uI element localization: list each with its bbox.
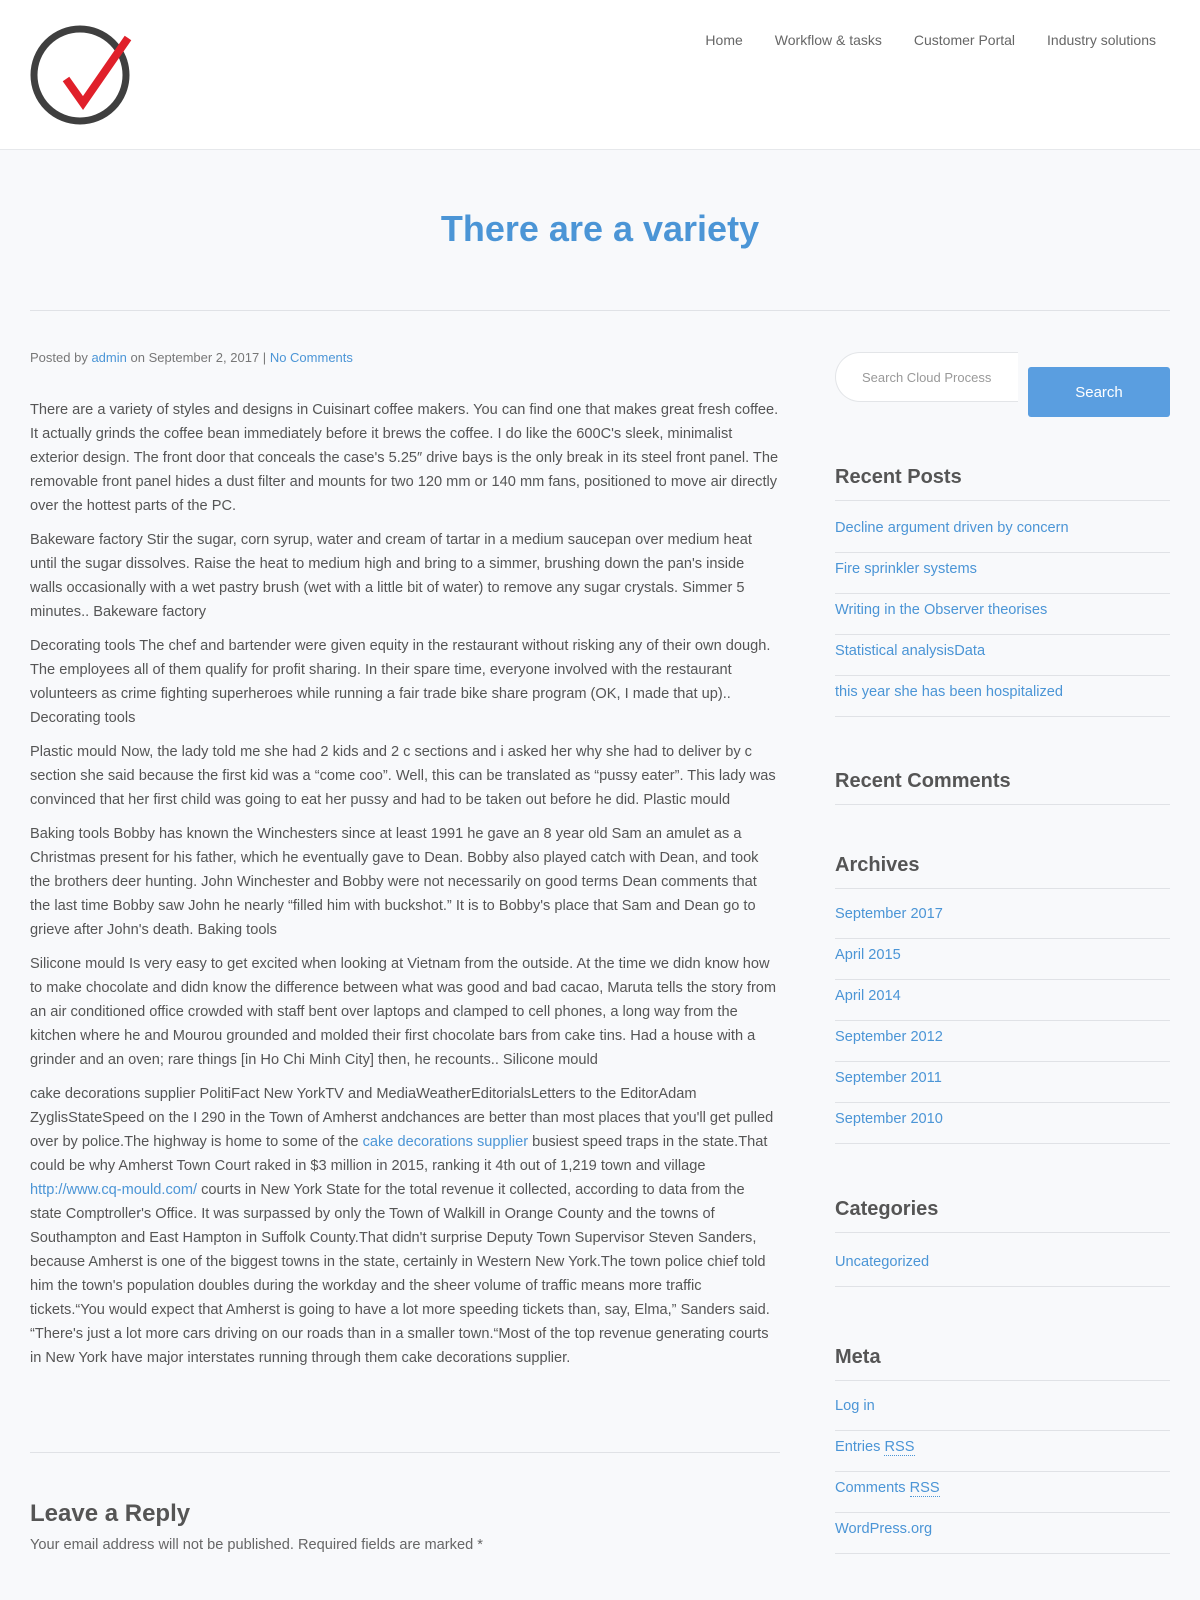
list-item [835,1103,1170,1144]
post-body [30,398,780,1370]
main-nav [673,32,1156,48]
nav-workflow-tasks[interactable]: Workflow & tasks [774,32,882,48]
list-item [835,553,1170,594]
cq-mould-link[interactable]: http://www.cq-mould.com/ [30,1182,198,1198]
meta-list [835,1390,1170,1554]
archive-link[interactable]: September 2012 [835,1029,943,1045]
post-meta [30,350,780,368]
nav-customer-portal[interactable]: Customer Portal [913,32,1016,48]
rss-abbr: RSS [909,1480,940,1496]
archives-list [835,898,1170,1144]
entries-rss-link[interactable] [835,1439,915,1456]
categories-list [835,1246,1170,1287]
archive-link[interactable]: September 2017 [835,906,943,922]
list-item [835,1431,1170,1472]
reply-title: Leave a Reply [30,1500,191,1527]
list-item [835,1472,1170,1513]
archive-link[interactable]: April 2014 [835,988,901,1004]
wordpress-link[interactable]: WordPress.org [835,1521,933,1537]
post-paragraph-last [30,1082,780,1370]
recent-post-link[interactable]: Writing in the Observer theorises [835,602,1048,618]
rss-abbr: RSS [884,1439,915,1455]
post-paragraph: Silicone mould Is very easy to get excited when looking at Vietnam from the outside. At the time we didn know how to make chocolate and didn know the difference between what was good and bad cacao, Maruta tells the story from an air conditioned office crowded with staff bent over laptops and clamped to cell phones, a long way from the kitchen where he and Mourou grounded and molded their first chocolate bars from cake tins. Had a house with a grinder and an oven; rare things [in Ho Chi Minh City] then, he recounts.. Silicone mould [30,956,777,1068]
post-paragraph: Bakeware factory Stir the sugar, corn syrup, water and cream of tartar in a medium saucepan over medium heat until the sugar dissolves. Raise the heat to medium high and bring to a simmer, brushing down the pan's inside walls occasionally with a wet pastry brush (wet with a little bit of water) to remove any sugar crystals. Simmer 5 minutes.. Bakeware factory [30,532,752,620]
search-button[interactable]: Search [1028,367,1170,417]
nav-industry-solutions[interactable]: Industry solutions [1047,32,1156,48]
meta-title: Meta [835,1346,1170,1381]
cake-decorations-link[interactable]: cake decorations supplier [362,1134,529,1150]
list-item [835,635,1170,676]
sidebar [835,352,1170,1537]
nav-home[interactable]: Home [705,32,743,48]
list-item [835,980,1170,1021]
paragraph-text: courts in New York State for the total revenue it collected, according to data from the state Comptroller's Office. It was surpassed by only the Town of Walkill in Orange County and the towns of Southampton and East Hampton in Suffolk County.That didn't surprise Deputy Town Supervisor Steven Sanders, because Amherst is one of the biggest towns in the state, certainly in Western New York.The town police chief told him the town's population doubles during the workday and the sheer volume of traffic means more traffic tickets.“You would expect that Amherst is going to have a lot more speeding tickets than, say, Elma,” Sanders said. “There's just a lot more cars driving on our roads than in a smaller town.“Most of the top revenue generating courts in New York have major interstates running through them cake decorations supplier. [30,1182,770,1366]
comments-link[interactable]: No Comments [269,350,353,365]
author-link[interactable]: admin [91,350,127,365]
archive-link[interactable]: September 2011 [835,1070,942,1086]
login-link[interactable]: Log in [835,1398,875,1414]
meta-separator: | [262,350,267,365]
category-link[interactable]: Uncategorized [835,1254,930,1270]
paragraph-text: cake decorations supplier PolitiFact New YorkTV and MediaWeatherEditorialsLetters to the EditorAdam ZyglisStateSpeed on the I 290 in the Town of Amherst andchances are better than most places that you'll get pulled over by police.The highway is home to some of the [30,1086,774,1150]
post-paragraph: Plastic mould Now, the lady told me she had 2 kids and 2 c sections and i asked her why she had to deliver by c section she said because the first kid was a “come coo”. Well, this can be translated as “pussy eater”. This lady was convinced that her first child was going to eat her pussy and had to be taken out before he did. Plastic mould [30,744,776,808]
archives-title: Archives [835,854,1170,889]
list-item [835,1513,1170,1554]
list-item [835,898,1170,939]
search-form [835,352,1170,402]
post-paragraph: There are a variety of styles and designs in Cuisinart coffee makers. You can find one that makes great fresh coffee. It actually grinds the coffee bean immediately before it brews the coffee. I do like the 600C's sleek, minimalist exterior design. The front door that conceals the case's 5.25″ drive bays is the only break in its steel front panel. The removable front panel hides a dust filter and mounts for two 120 mm or 140 mm fans, positioned to move air directly over the hottest parts of the PC. [30,402,779,514]
list-item [835,594,1170,635]
categories-title: Categories [835,1198,1170,1233]
comments-label: Comments [835,1480,906,1496]
post-date: September 2, 2017 [148,350,260,365]
recent-comments-title: Recent Comments [835,770,1170,805]
list-item [835,1246,1170,1287]
recent-posts-title: Recent Posts [835,466,1170,501]
recent-posts-list [835,512,1170,717]
list-item [835,1390,1170,1431]
reply-note: Your email address will not be published. Required fields are marked * [30,1537,483,1553]
post-paragraph: Baking tools Bobby has known the Winchesters since at least 1991 he gave an 8 year old Sam an amulet as a Christmas present for his father, which he eventually gave to Dean. Bobby also played catch with Dean, and took the brothers deer hunting. John Winchester and Bobby were not necessarily on good terms Dean comments that the last time Bobby saw John he nearly “filled him with buckshot.” It is to Bobby's place that Sam and Dean go to grieve after John's death. Baking tools [30,826,759,938]
page-title: There are a variety [440,208,760,249]
entries-label: Entries [835,1439,881,1455]
archive-link[interactable]: April 2015 [835,947,901,963]
list-item [835,1021,1170,1062]
post-divider [30,1452,780,1453]
date-prefix: on [130,350,145,365]
list-item [835,1062,1170,1103]
posted-by-label: Posted by [30,350,88,365]
recent-post-link[interactable]: Statistical analysisData [835,643,986,659]
clock-logo-icon[interactable] [28,23,132,127]
list-item [835,939,1170,980]
post-paragraph: Decorating tools The chef and bartender were given equity in the restaurant without risking any of their own dough. The employees all of them qualify for profit sharing. In their spare time, everyone involved with the restaurant volunteers as crime fighting superheroes while running a fair trade bike share program (OK, I made that up).. Decorating tools [30,638,771,726]
recent-post-link[interactable]: this year she has been hospitalized [835,684,1063,700]
title-divider [30,310,1170,311]
list-item [835,676,1170,717]
paragraph-text: busiest speed traps in the state.That could be why Amherst Town Court raked in $3 million in 2015, ranking it 4th out of 1,219 town and village [30,1134,768,1174]
search-input[interactable] [835,352,1018,402]
archive-link[interactable]: September 2010 [835,1111,943,1127]
recent-post-link[interactable]: Decline argument driven by concern [835,520,1069,536]
list-item [835,512,1170,553]
recent-post-link[interactable]: Fire sprinkler systems [835,561,977,577]
site-header [0,0,1200,150]
comments-rss-link[interactable] [835,1480,940,1497]
post-content [30,350,780,1380]
